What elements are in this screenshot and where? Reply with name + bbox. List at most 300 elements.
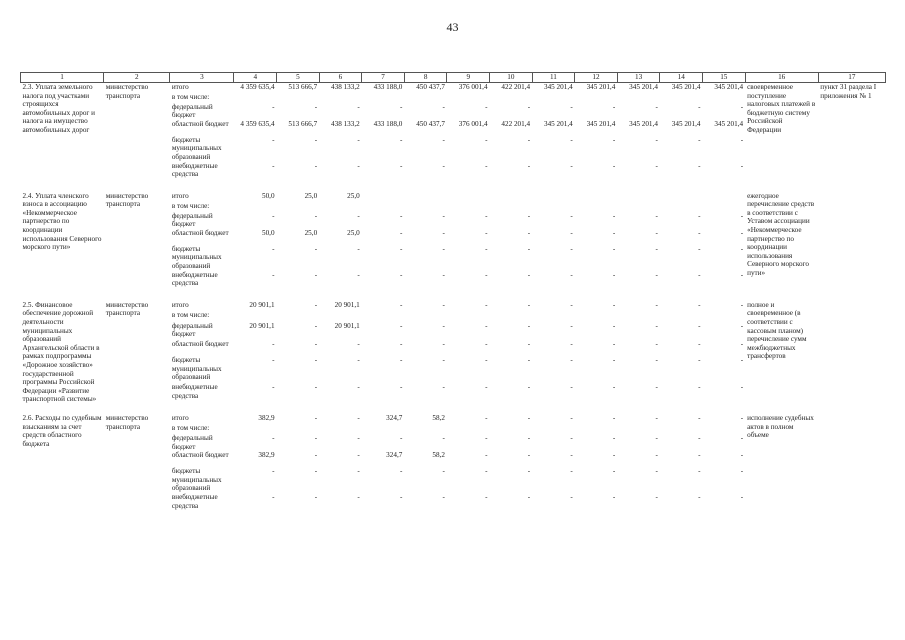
value-cell: - xyxy=(314,339,318,348)
funding-source: в том числе: xyxy=(171,92,210,101)
value-cell: 345 201,4 xyxy=(543,83,573,91)
value-cell: - xyxy=(314,356,318,365)
funding-source: бюджеты муниципальных образований xyxy=(171,467,222,493)
value-cell xyxy=(703,202,746,212)
value-cell xyxy=(660,424,703,434)
value-cell: - xyxy=(399,339,403,348)
value-cell xyxy=(404,311,447,321)
value-cell: - xyxy=(570,451,573,460)
header-cell: 1 xyxy=(21,73,104,83)
funding-source: федеральный бюджет xyxy=(171,211,213,229)
value-cell: - xyxy=(527,300,531,309)
value-cell: - xyxy=(272,356,275,365)
value-cell: - xyxy=(442,270,445,279)
value-cell: 4 359 635,4 xyxy=(240,119,275,128)
value-cell: - xyxy=(612,228,616,237)
value-cell: - xyxy=(442,135,445,144)
value-cell: - xyxy=(698,467,701,476)
value-cell: - xyxy=(485,339,488,348)
value-cell: - xyxy=(527,356,531,365)
value-cell: - xyxy=(570,414,573,422)
section-spacer xyxy=(21,291,886,301)
value-cell: - xyxy=(612,356,616,365)
value-cell xyxy=(234,93,277,103)
value-cell: - xyxy=(399,467,403,476)
value-cell: - xyxy=(357,434,360,442)
value-cell xyxy=(362,202,405,212)
executor: министерство транспорта xyxy=(105,300,149,318)
value-cell xyxy=(575,424,618,434)
value-cell: - xyxy=(740,414,744,422)
value-cell: - xyxy=(527,321,531,330)
funding-source: внебюджетные средства xyxy=(171,161,218,179)
value-cell xyxy=(703,311,746,321)
value-cell: - xyxy=(740,135,744,144)
table-header xyxy=(21,73,886,83)
value-cell: - xyxy=(485,467,488,476)
value-cell: 50,0 xyxy=(261,191,275,200)
value-cell xyxy=(575,192,618,202)
value-cell: - xyxy=(399,244,403,253)
value-cell: 438 133,2 xyxy=(331,119,360,128)
value-cell: - xyxy=(442,228,445,237)
value-cell: 324,7 xyxy=(386,414,403,422)
value-cell: - xyxy=(698,135,701,144)
header-cell: 15 xyxy=(703,73,746,83)
value-cell: 25,0 xyxy=(304,228,318,237)
value-cell: - xyxy=(655,161,658,170)
section-spacer xyxy=(21,513,886,523)
value-cell xyxy=(362,93,405,103)
value-cell: - xyxy=(655,321,658,330)
value-cell xyxy=(660,311,703,321)
value-cell: - xyxy=(399,102,403,111)
value-cell: - xyxy=(570,467,573,476)
value-cell: - xyxy=(357,339,360,348)
value-cell: 345 201,4 xyxy=(671,119,701,128)
header-cell: 11 xyxy=(532,73,575,83)
value-cell: - xyxy=(612,451,616,460)
value-cell: - xyxy=(655,102,658,111)
value-cell: - xyxy=(272,244,275,253)
value-cell: - xyxy=(314,467,318,476)
value-cell: - xyxy=(612,211,616,220)
value-cell: 25,0 xyxy=(347,191,360,200)
value-cell: - xyxy=(570,339,573,348)
value-cell: - xyxy=(698,339,701,348)
value-cell: - xyxy=(485,244,488,253)
value-cell xyxy=(703,192,746,202)
value-cell: - xyxy=(442,161,445,170)
value-cell: - xyxy=(272,102,275,111)
value-cell: - xyxy=(314,270,318,279)
value-cell: - xyxy=(485,161,488,170)
value-cell xyxy=(490,311,533,321)
value-cell xyxy=(703,424,746,434)
spacer-cell xyxy=(21,513,886,523)
header-cell: 13 xyxy=(617,73,660,83)
header-cell: 5 xyxy=(277,73,320,83)
expected-result: исполнение судебных актов в полном объеме xyxy=(747,414,814,440)
value-cell: - xyxy=(442,383,445,392)
value-cell: 345 201,4 xyxy=(629,119,658,128)
value-cell: - xyxy=(570,321,573,330)
value-cell: - xyxy=(740,321,744,330)
value-cell: - xyxy=(527,414,531,422)
value-cell: - xyxy=(314,244,318,253)
value-cell xyxy=(660,202,703,212)
indicator-reference: пункт 31 раздела I приложения № 1 xyxy=(820,83,877,100)
value-cell: - xyxy=(442,493,445,502)
value-cell xyxy=(617,311,660,321)
value-cell: - xyxy=(740,102,744,111)
value-cell: - xyxy=(740,339,744,348)
value-cell: - xyxy=(399,321,403,330)
funding-source: в том числе: xyxy=(171,201,210,210)
value-cell xyxy=(277,93,320,103)
value-cell: - xyxy=(655,493,658,502)
value-cell xyxy=(575,202,618,212)
funding-source: федеральный бюджет xyxy=(171,434,213,451)
value-cell: - xyxy=(399,135,403,144)
value-cell: - xyxy=(612,102,616,111)
value-cell: - xyxy=(357,135,360,144)
value-cell: - xyxy=(698,228,701,237)
value-cell: - xyxy=(612,434,616,442)
header-cell: 4 xyxy=(234,73,277,83)
funding-source: внебюджетные средства xyxy=(171,383,218,400)
value-cell: - xyxy=(485,434,488,442)
value-cell: - xyxy=(612,321,616,330)
section-spacer xyxy=(21,182,886,192)
value-cell: 433 188,0 xyxy=(373,119,403,128)
value-cell: - xyxy=(655,434,658,442)
value-cell: - xyxy=(314,211,318,220)
funding-source: в том числе: xyxy=(171,424,210,432)
funding-source: областной бюджет xyxy=(171,228,229,237)
value-cell: - xyxy=(442,339,445,348)
value-cell: - xyxy=(399,228,403,237)
header-cell: 17 xyxy=(818,73,885,83)
value-cell: - xyxy=(655,383,658,392)
value-cell: - xyxy=(314,383,318,392)
funding-source: итого xyxy=(171,83,189,91)
value-cell: - xyxy=(272,135,275,144)
value-cell xyxy=(447,311,490,321)
value-cell xyxy=(362,424,405,434)
value-cell: - xyxy=(698,434,701,442)
value-cell: - xyxy=(612,244,616,253)
value-cell: - xyxy=(612,300,616,309)
budget-table xyxy=(20,72,886,523)
value-cell xyxy=(447,202,490,212)
table-row xyxy=(21,192,886,202)
value-cell: - xyxy=(698,383,701,392)
value-cell: - xyxy=(314,300,318,309)
value-cell: 20 901,1 xyxy=(334,300,360,309)
value-cell: - xyxy=(399,434,403,442)
value-cell: - xyxy=(740,451,744,460)
value-cell: - xyxy=(357,270,360,279)
value-cell: - xyxy=(527,270,531,279)
value-cell xyxy=(617,93,660,103)
value-cell: - xyxy=(314,161,318,170)
funding-source: в том числе: xyxy=(171,311,210,320)
value-cell: - xyxy=(740,161,744,170)
value-cell: - xyxy=(655,211,658,220)
value-cell xyxy=(447,93,490,103)
value-cell: - xyxy=(698,211,701,220)
value-cell: - xyxy=(655,414,658,422)
value-cell: - xyxy=(357,467,360,476)
value-cell: - xyxy=(314,414,318,422)
header-cell: 14 xyxy=(660,73,703,83)
value-cell: - xyxy=(399,356,403,365)
value-cell: - xyxy=(357,244,360,253)
value-cell: - xyxy=(698,300,701,309)
header-cell: 9 xyxy=(447,73,490,83)
value-cell: - xyxy=(740,493,744,502)
header-cell: 16 xyxy=(745,73,818,83)
value-cell: 50,0 xyxy=(261,228,275,237)
value-cell: - xyxy=(527,228,531,237)
value-cell: - xyxy=(740,356,744,365)
value-cell: - xyxy=(485,228,488,237)
value-cell: - xyxy=(698,270,701,279)
table-body xyxy=(21,83,886,524)
value-cell xyxy=(234,311,277,321)
value-cell: - xyxy=(399,300,403,309)
header-cell: 10 xyxy=(490,73,533,83)
value-cell: - xyxy=(655,467,658,476)
value-cell: - xyxy=(570,161,573,170)
indicator-reference xyxy=(818,301,885,404)
value-cell: 345 201,4 xyxy=(671,83,701,91)
value-cell: - xyxy=(612,467,616,476)
funding-source: внебюджетные средства xyxy=(171,493,218,510)
value-cell: - xyxy=(527,451,531,460)
header-cell: 2 xyxy=(104,73,170,83)
value-cell: - xyxy=(357,161,360,170)
value-cell: - xyxy=(570,434,573,442)
value-cell: - xyxy=(442,467,445,476)
funding-source: областной бюджет xyxy=(171,451,229,460)
value-cell: - xyxy=(655,451,658,460)
value-cell xyxy=(404,192,447,202)
value-cell: - xyxy=(698,321,701,330)
value-cell xyxy=(404,424,447,434)
value-cell: - xyxy=(698,414,701,422)
value-cell: - xyxy=(527,244,531,253)
value-cell xyxy=(277,424,320,434)
funding-source: итого xyxy=(171,300,189,309)
value-cell: 4 359 635,4 xyxy=(240,83,275,91)
value-cell: - xyxy=(527,383,531,392)
header-cell: 3 xyxy=(170,73,234,83)
value-cell: - xyxy=(612,493,616,502)
value-cell xyxy=(319,202,362,212)
value-cell: - xyxy=(527,339,531,348)
value-cell: - xyxy=(442,211,445,220)
value-cell: 20 901,1 xyxy=(249,321,275,330)
value-cell: 58,2 xyxy=(432,414,445,422)
value-cell xyxy=(447,424,490,434)
indicator-reference xyxy=(818,192,885,291)
value-cell xyxy=(362,192,405,202)
value-cell: - xyxy=(442,321,445,330)
value-cell: - xyxy=(272,434,275,442)
value-cell xyxy=(575,93,618,103)
value-cell: - xyxy=(314,321,318,330)
value-cell: 345 201,4 xyxy=(543,119,573,128)
value-cell: 382,9 xyxy=(258,451,275,460)
value-cell: - xyxy=(698,451,701,460)
value-cell: - xyxy=(485,356,488,365)
value-cell: - xyxy=(442,300,445,309)
value-cell xyxy=(319,93,362,103)
value-cell: - xyxy=(485,135,488,144)
value-cell: 433 188,0 xyxy=(373,83,403,91)
value-cell: 25,0 xyxy=(304,191,318,200)
value-cell: - xyxy=(399,161,403,170)
value-cell: - xyxy=(485,493,488,502)
value-cell: - xyxy=(442,244,445,253)
value-cell: 376 001,4 xyxy=(458,119,488,128)
value-cell: - xyxy=(399,211,403,220)
value-cell: 450 437,7 xyxy=(416,83,445,91)
value-cell: - xyxy=(485,321,488,330)
header-cell: 7 xyxy=(362,73,405,83)
value-cell: - xyxy=(655,135,658,144)
value-cell: - xyxy=(698,244,701,253)
value-cell: - xyxy=(612,161,616,170)
value-cell: - xyxy=(612,383,616,392)
measure-title: 2.4. Уплата членского взноса в ассоциацию «Некоммерческое партнерство по координации использования Северного морского пути» xyxy=(22,191,102,252)
value-cell xyxy=(490,93,533,103)
value-cell: - xyxy=(570,135,573,144)
value-cell xyxy=(490,202,533,212)
value-cell xyxy=(404,93,447,103)
value-cell xyxy=(532,192,575,202)
funding-source: федеральный бюджет xyxy=(171,321,213,339)
value-cell: - xyxy=(612,135,616,144)
value-cell: 376 001,4 xyxy=(458,83,488,91)
value-cell: - xyxy=(442,356,445,365)
value-cell xyxy=(532,424,575,434)
table-row xyxy=(21,301,886,311)
expected-result: своевременное поступление налоговых платежей в бюджетную систему Российской Федерации xyxy=(747,83,816,134)
value-cell xyxy=(362,311,405,321)
value-cell: - xyxy=(570,102,573,111)
executor: министерство транспорта xyxy=(105,414,149,431)
value-cell: - xyxy=(740,244,744,253)
header-cell: 8 xyxy=(404,73,447,83)
value-cell xyxy=(660,192,703,202)
value-cell: - xyxy=(442,102,445,111)
value-cell: 438 133,2 xyxy=(331,83,360,91)
value-cell: - xyxy=(272,383,275,392)
value-cell: - xyxy=(272,467,275,476)
value-cell: 382,9 xyxy=(258,414,275,422)
executor: министерство транспорта xyxy=(105,191,149,209)
table-row xyxy=(21,83,886,93)
header-cell: 6 xyxy=(319,73,362,83)
value-cell: 345 201,4 xyxy=(714,119,744,128)
value-cell: - xyxy=(655,356,658,365)
value-cell: - xyxy=(655,339,658,348)
value-cell: - xyxy=(485,383,488,392)
value-cell: 345 201,4 xyxy=(629,83,658,91)
value-cell xyxy=(234,424,277,434)
table-row xyxy=(21,414,886,424)
value-cell: - xyxy=(442,434,445,442)
value-cell: 345 201,4 xyxy=(714,83,744,91)
value-cell: - xyxy=(485,102,488,111)
value-cell: - xyxy=(314,434,318,442)
funding-source: итого xyxy=(171,191,189,200)
value-cell xyxy=(532,202,575,212)
value-cell: - xyxy=(357,102,360,111)
value-cell xyxy=(660,93,703,103)
funding-source: итого xyxy=(171,414,189,422)
value-cell: - xyxy=(314,135,318,144)
value-cell xyxy=(617,424,660,434)
value-cell xyxy=(617,202,660,212)
value-cell: - xyxy=(357,451,360,460)
measure-title: 2.5. Финансовое обеспечение дорожной деятельности муниципальных образований Архангельской области в рамках подпрограммы «Дорожное хозяйство» государственной программы Российской Федерации «Развитие транспортной системы» xyxy=(22,300,100,404)
expected-result: ежегодное перечисление средств в соответствии с Уставом ассоциации «Некоммерческое партнерство по координации использования Северного морского пути» xyxy=(747,191,815,278)
value-cell: - xyxy=(485,300,488,309)
section-spacer xyxy=(21,404,886,414)
value-cell: - xyxy=(527,135,531,144)
value-cell: - xyxy=(698,356,701,365)
value-cell: - xyxy=(314,451,318,460)
value-cell: - xyxy=(655,270,658,279)
value-cell: 422 201,4 xyxy=(501,83,531,91)
value-cell: - xyxy=(314,493,318,502)
value-cell: - xyxy=(570,228,573,237)
spacer-cell xyxy=(21,291,886,301)
value-cell: - xyxy=(740,300,744,309)
value-cell: - xyxy=(570,211,573,220)
value-cell: - xyxy=(314,102,318,111)
funding-source: бюджеты муниципальных образований xyxy=(171,356,222,382)
value-cell: - xyxy=(399,383,403,392)
value-cell: - xyxy=(570,383,573,392)
spacer-cell xyxy=(21,404,886,414)
value-cell: - xyxy=(272,339,275,348)
value-cell: 58,2 xyxy=(432,451,445,460)
value-cell xyxy=(617,192,660,202)
value-cell: - xyxy=(740,228,744,237)
value-cell xyxy=(532,311,575,321)
value-cell xyxy=(319,424,362,434)
value-cell: - xyxy=(570,244,573,253)
value-cell: - xyxy=(740,383,744,392)
value-cell: - xyxy=(527,161,531,170)
funding-source: бюджеты муниципальных образований xyxy=(171,135,222,161)
value-cell: - xyxy=(272,493,275,502)
value-cell: 25,0 xyxy=(347,228,360,237)
header-cell: 12 xyxy=(575,73,618,83)
value-cell xyxy=(490,424,533,434)
value-cell: - xyxy=(612,414,616,422)
page-number: 43 xyxy=(446,20,459,34)
value-cell: - xyxy=(485,270,488,279)
value-cell: 450 437,7 xyxy=(416,119,445,128)
measure-title: 2.3. Уплата земельного налога под участками строящихся автомобильных дорог и налога на имущество автомобильных дорог xyxy=(22,83,96,134)
value-cell: - xyxy=(570,270,573,279)
